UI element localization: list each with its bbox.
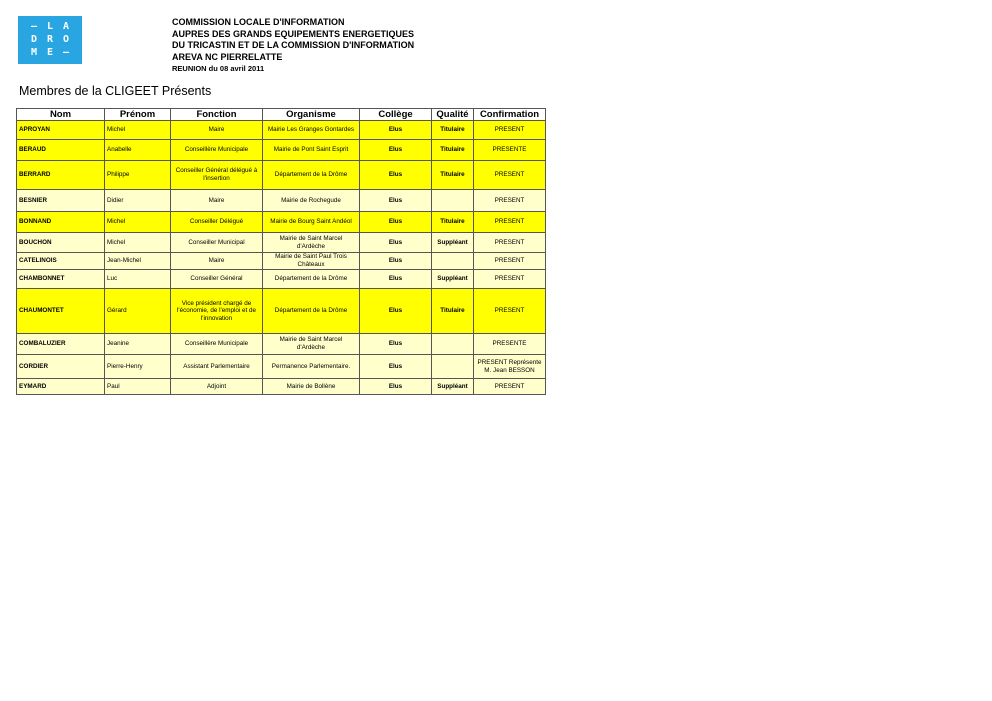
table-row <box>17 253 546 270</box>
cell-organisme: Permanence Parlementaire. <box>263 355 360 379</box>
logo-glyph: – <box>62 47 70 58</box>
table-row <box>17 140 546 161</box>
document-header <box>172 17 612 74</box>
cell-fonction: Maire <box>171 121 263 140</box>
cell-nom: BONNAND <box>17 212 105 233</box>
header-line: COMMISSION LOCALE D'INFORMATION <box>172 17 345 27</box>
column-header-confirmation: Confirmation <box>474 109 546 121</box>
cell-college: Elus <box>360 140 432 161</box>
la-drome-logo <box>18 16 82 64</box>
cell-prenom: Michel <box>105 121 171 140</box>
logo-glyph: R <box>46 34 54 45</box>
cell-confirmation: PRESENT <box>474 161 546 190</box>
cell-college: Elus <box>360 212 432 233</box>
cell-college: Elus <box>360 121 432 140</box>
cell-college: Elus <box>360 379 432 395</box>
table-header-row <box>17 109 546 121</box>
cell-qualite <box>432 190 474 212</box>
table-row <box>17 379 546 395</box>
cell-organisme: Mairie de Saint Marcel d'Ardèche <box>263 334 360 355</box>
cell-organisme: Mairie de Saint Paul Trois Châteaux <box>263 253 360 270</box>
cell-college: Elus <box>360 270 432 289</box>
logo-glyph: E <box>46 47 54 58</box>
cell-nom: APROYAN <box>17 121 105 140</box>
cell-fonction: Maire <box>171 190 263 212</box>
cell-organisme: Mairie de Saint Marcel d'Ardèche <box>263 233 360 253</box>
cell-nom: COMBALUZIER <box>17 334 105 355</box>
cell-organisme: Département de la Drôme <box>263 289 360 334</box>
table-row <box>17 355 546 379</box>
cell-nom: BESNIER <box>17 190 105 212</box>
logo-glyph: L <box>46 21 54 32</box>
cell-nom: CHAUMONTET <box>17 289 105 334</box>
cell-qualite <box>432 355 474 379</box>
cell-qualite: Suppléant <box>432 233 474 253</box>
cell-organisme: Mairie de Pont Saint Esprit <box>263 140 360 161</box>
cell-organisme: Mairie de Rochegude <box>263 190 360 212</box>
page-title: Membres de la CLIGEET Présents <box>19 84 212 98</box>
cell-fonction: Assistant Parlementaire <box>171 355 263 379</box>
cell-organisme: Mairie Les Granges Gontardes <box>263 121 360 140</box>
cell-fonction: Conseillère Municipale <box>171 334 263 355</box>
table-row <box>17 233 546 253</box>
cell-qualite: Suppléant <box>432 379 474 395</box>
cell-confirmation: PRESENT <box>474 253 546 270</box>
cell-nom: CHAMBONNET <box>17 270 105 289</box>
cell-confirmation: PRESENT <box>474 233 546 253</box>
cell-confirmation: PRESENTE <box>474 334 546 355</box>
cell-fonction: Vice président chargé de l'économie, de l'emploi et de l'innovation <box>171 289 263 334</box>
cell-nom: CATELINOIS <box>17 253 105 270</box>
cell-organisme: Mairie de Bourg Saint Andéol <box>263 212 360 233</box>
column-header-qualite: Qualité <box>432 109 474 121</box>
cell-fonction: Conseiller Général <box>171 270 263 289</box>
column-header-college: Collège <box>360 109 432 121</box>
cell-qualite: Titulaire <box>432 289 474 334</box>
logo-glyph: – <box>30 21 38 32</box>
logo-glyph: D <box>30 34 38 45</box>
cell-fonction: Maire <box>171 253 263 270</box>
cell-prenom: Philippe <box>105 161 171 190</box>
cell-college: Elus <box>360 253 432 270</box>
table-row <box>17 161 546 190</box>
cell-college: Elus <box>360 190 432 212</box>
cell-qualite: Titulaire <box>432 140 474 161</box>
logo-row-1 <box>18 21 82 33</box>
cell-confirmation: PRESENT Représente M. Jean BESSON <box>474 355 546 379</box>
meeting-date: REUNION du 08 avril 2011 <box>172 64 265 74</box>
cell-nom: BERAUD <box>17 140 105 161</box>
cell-prenom: Didier <box>105 190 171 212</box>
cell-prenom: Michel <box>105 233 171 253</box>
cell-college: Elus <box>360 233 432 253</box>
cell-confirmation: PRESENT <box>474 212 546 233</box>
header-line: AREVA NC PIERRELATTE <box>172 51 283 62</box>
cell-confirmation: PRESENTE <box>474 140 546 161</box>
table-row <box>17 289 546 334</box>
cell-organisme: Département de la Drôme <box>263 161 360 190</box>
table-row <box>17 212 546 233</box>
cell-qualite <box>432 334 474 355</box>
cell-confirmation: PRESENT <box>474 270 546 289</box>
column-header-fonction: Fonction <box>171 109 263 121</box>
cell-nom: EYMARD <box>17 379 105 395</box>
members-table <box>16 108 546 395</box>
cell-nom: CORDIER <box>17 355 105 379</box>
cell-nom: BERRARD <box>17 161 105 190</box>
cell-confirmation: PRESENT <box>474 121 546 140</box>
cell-prenom: Gérard <box>105 289 171 334</box>
cell-prenom: Luc <box>105 270 171 289</box>
header-line: AUPRES DES GRANDS EQUIPEMENTS ENERGETIQUES <box>172 28 415 39</box>
cell-organisme: Mairie de Bollène <box>263 379 360 395</box>
cell-fonction: Adjoint <box>171 379 263 395</box>
cell-prenom: Paul <box>105 379 171 395</box>
cell-confirmation: PRESENT <box>474 289 546 334</box>
cell-qualite <box>432 253 474 270</box>
cell-qualite: Suppléant <box>432 270 474 289</box>
cell-qualite: Titulaire <box>432 121 474 140</box>
cell-college: Elus <box>360 289 432 334</box>
table-row <box>17 270 546 289</box>
logo-glyph: A <box>62 21 70 32</box>
header-line: DU TRICASTIN ET DE LA COMMISSION D'INFORMATION <box>172 40 415 51</box>
cell-fonction: Conseiller Délégué <box>171 212 263 233</box>
table-row <box>17 190 546 212</box>
cell-college: Elus <box>360 334 432 355</box>
cell-prenom: Anabelle <box>105 140 171 161</box>
cell-prenom: Jeanine <box>105 334 171 355</box>
column-header-nom: Nom <box>17 109 105 121</box>
cell-college: Elus <box>360 161 432 190</box>
cell-confirmation: PRESENT <box>474 190 546 212</box>
cell-nom: BOUCHON <box>17 233 105 253</box>
cell-fonction: Conseiller Municipal <box>171 233 263 253</box>
cell-qualite: Titulaire <box>432 161 474 190</box>
cell-prenom: Michel <box>105 212 171 233</box>
logo-glyph: O <box>62 34 70 45</box>
cell-fonction: Conseiller Général délégué à l'insertion <box>171 161 263 190</box>
table-row <box>17 334 546 355</box>
column-header-prenom: Prénom <box>105 109 171 121</box>
logo-row-3 <box>18 47 82 59</box>
cell-confirmation: PRESENT <box>474 379 546 395</box>
cell-qualite: Titulaire <box>432 212 474 233</box>
cell-fonction: Conseillère Municipale <box>171 140 263 161</box>
table-row <box>17 121 546 140</box>
cell-college: Elus <box>360 355 432 379</box>
logo-glyph: M <box>30 47 38 58</box>
cell-prenom: Jean-Michel <box>105 253 171 270</box>
cell-organisme: Département de la Drôme <box>263 270 360 289</box>
cell-prenom: Pierre-Henry <box>105 355 171 379</box>
logo-row-2 <box>18 34 82 46</box>
column-header-organisme: Organisme <box>263 109 360 121</box>
